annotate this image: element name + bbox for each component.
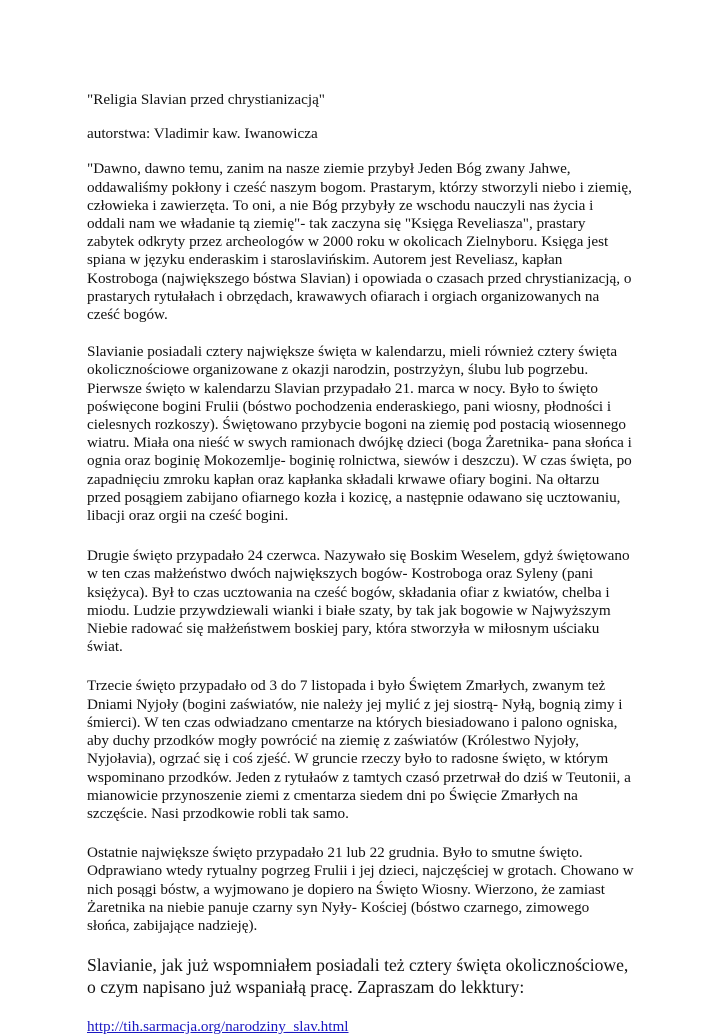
paragraph-holidays-overview: Slavianie posiadali cztery największe święta w kalendarzu, mieli również cztery święta okolicznościowe organizowane z okazji narodzin, postrzyżyn, ślubu lub pogrzebu.	[87, 343, 618, 379]
intro-paragraph: "Dawno, dawno temu, zanim na nasze ziemie przybył Jeden Bóg zwany Jahwe, oddawaliśmy pokłony i cześć naszym bogom. Prastarym, którzy stworzyli niebo i ziemię, człowieka i zawierzęta. To oni, a nie Bóg przybyły ze wschodu nauczyli nas życia i oddali nam we władanie tą ziemię"- tak zaczyna się "Księga Reveliasza", prastary zabytek odkryty przez archeologów w 2000 roku w okolicach Zielnyboru. Księga jest spiana w języku enderaskim i staroslavińskim. Autorem jest Reveliasz, kapłan Kostroboga (największego bóstwa Slavian) i opowiada o czasach przed chrystianizacją, o prastarych rytułałach i obrzędach, krawawych ofiarach i orgiach organizowanych na cześć bogów.	[87, 160, 632, 324]
paragraph-spring-feast: Pierwsze święto w kalendarzu Slavian przypadało 21. marca w nocy. Było to święto poświęcone bogini Frulii (bóstwo pochodzenia enderaskiego, pani wiosny, płodności i cielesnych rozkoszy). Świętowano przybycie bogoni na ziemię pod postacią wiosennego wiatru. Miała ona nieść w swych ramionach dwójkę dzieci (boga Żaretnika- pana słońca i ognia oraz boginię Mokozemlje- boginię rolnictwa, siewów i deszczu). W czas święta, po zapadnięciu zmroku kapłan oraz kapłanka składali krwawe ofiary bogini. Na ołtarzu przed posągiem zabijano ofiarnego kozła i kozicę, a następnie odawano się ucztowaniu, libacji oraz orgii na cześć bogini.	[87, 379, 632, 525]
document-page	[87, 91, 635, 1036]
closing-paragraph: Slavianie, jak już wspomniałem posiadali też cztery święta okolicznościowe, o czym napisano już wspaniałą pracę. Zapraszam do lekktury:	[87, 955, 629, 998]
document-title: "Religia Slavian przed chrystianizacją"	[87, 91, 326, 108]
author-line: autorstwa: Vladimir kaw. Iwanowicza	[87, 125, 318, 143]
paragraph-divine-wedding: Drugie święto przypadało 24 czerwca. Nazywało się Boskim Weselem, gdyż świętowano w ten czas małżeństwo dwóch największych bogów- Kostroboga oraz Syleny (pani księżyca). Był to czas ucztowania na cześć bogów, składania ofiar z kwiatów, chelba i miodu. Ludzie przywdziewali wianki i białe szaty, by tak jak bogowie w Najwyższym Niebie radować się małżeństwem boskiej pary, która stworzyła w miłosnym uściaku świat.	[87, 547, 630, 656]
paragraph-winter-feast: Ostatnie największe święto przypadało 21 lub 22 grudnia. Było to smutne święto. Odprawiano wtedy rytualny pogrzeg Frulii i jej dzieci, najczęściej w grotach. Chowano w nich posągi bóstw, a wyjmowano je dopiero na Święto Wiosny. Wierzono, że zamiast Żaretnika na niebie panuje czarny syn Nyły- Kościej (bóstwo czarnego, zimowego słońca, zabijające nadzieję).	[87, 844, 634, 934]
paragraph-day-of-dead: Trzecie święto przypadało od 3 do 7 listopada i było Świętem Zmarłych, zwanym też Dniami Nyjoły (bogini zaświatów, nie należy jej mylić z jej siostrą- Nyłą, bognią zimy i śmierci). W ten czas odwiadzano cmentarze na których biesiadowano i palono ogniska, aby duchy przodków mogły powrócić na ziemię z zaświatów (Królestwo Nyjoły, Nyjołavia), ogrzać się i coś zjeść. W gruncie rzeczy było to radosne święto, w którym wspominano przodków. Jeden z rytułaów z tamtych czasó przetrwał do dziś w Teutonii, a mianowicie przynoszenie ziemi z cmentarza siedem dni po Święcie Zmarłych na szczęście. Nasi przodkowie robli tak samo.	[87, 677, 631, 822]
link-line	[87, 1018, 635, 1036]
external-link[interactable]: http://tih.sarmacja.org/narodziny_slav.html	[87, 1018, 349, 1036]
